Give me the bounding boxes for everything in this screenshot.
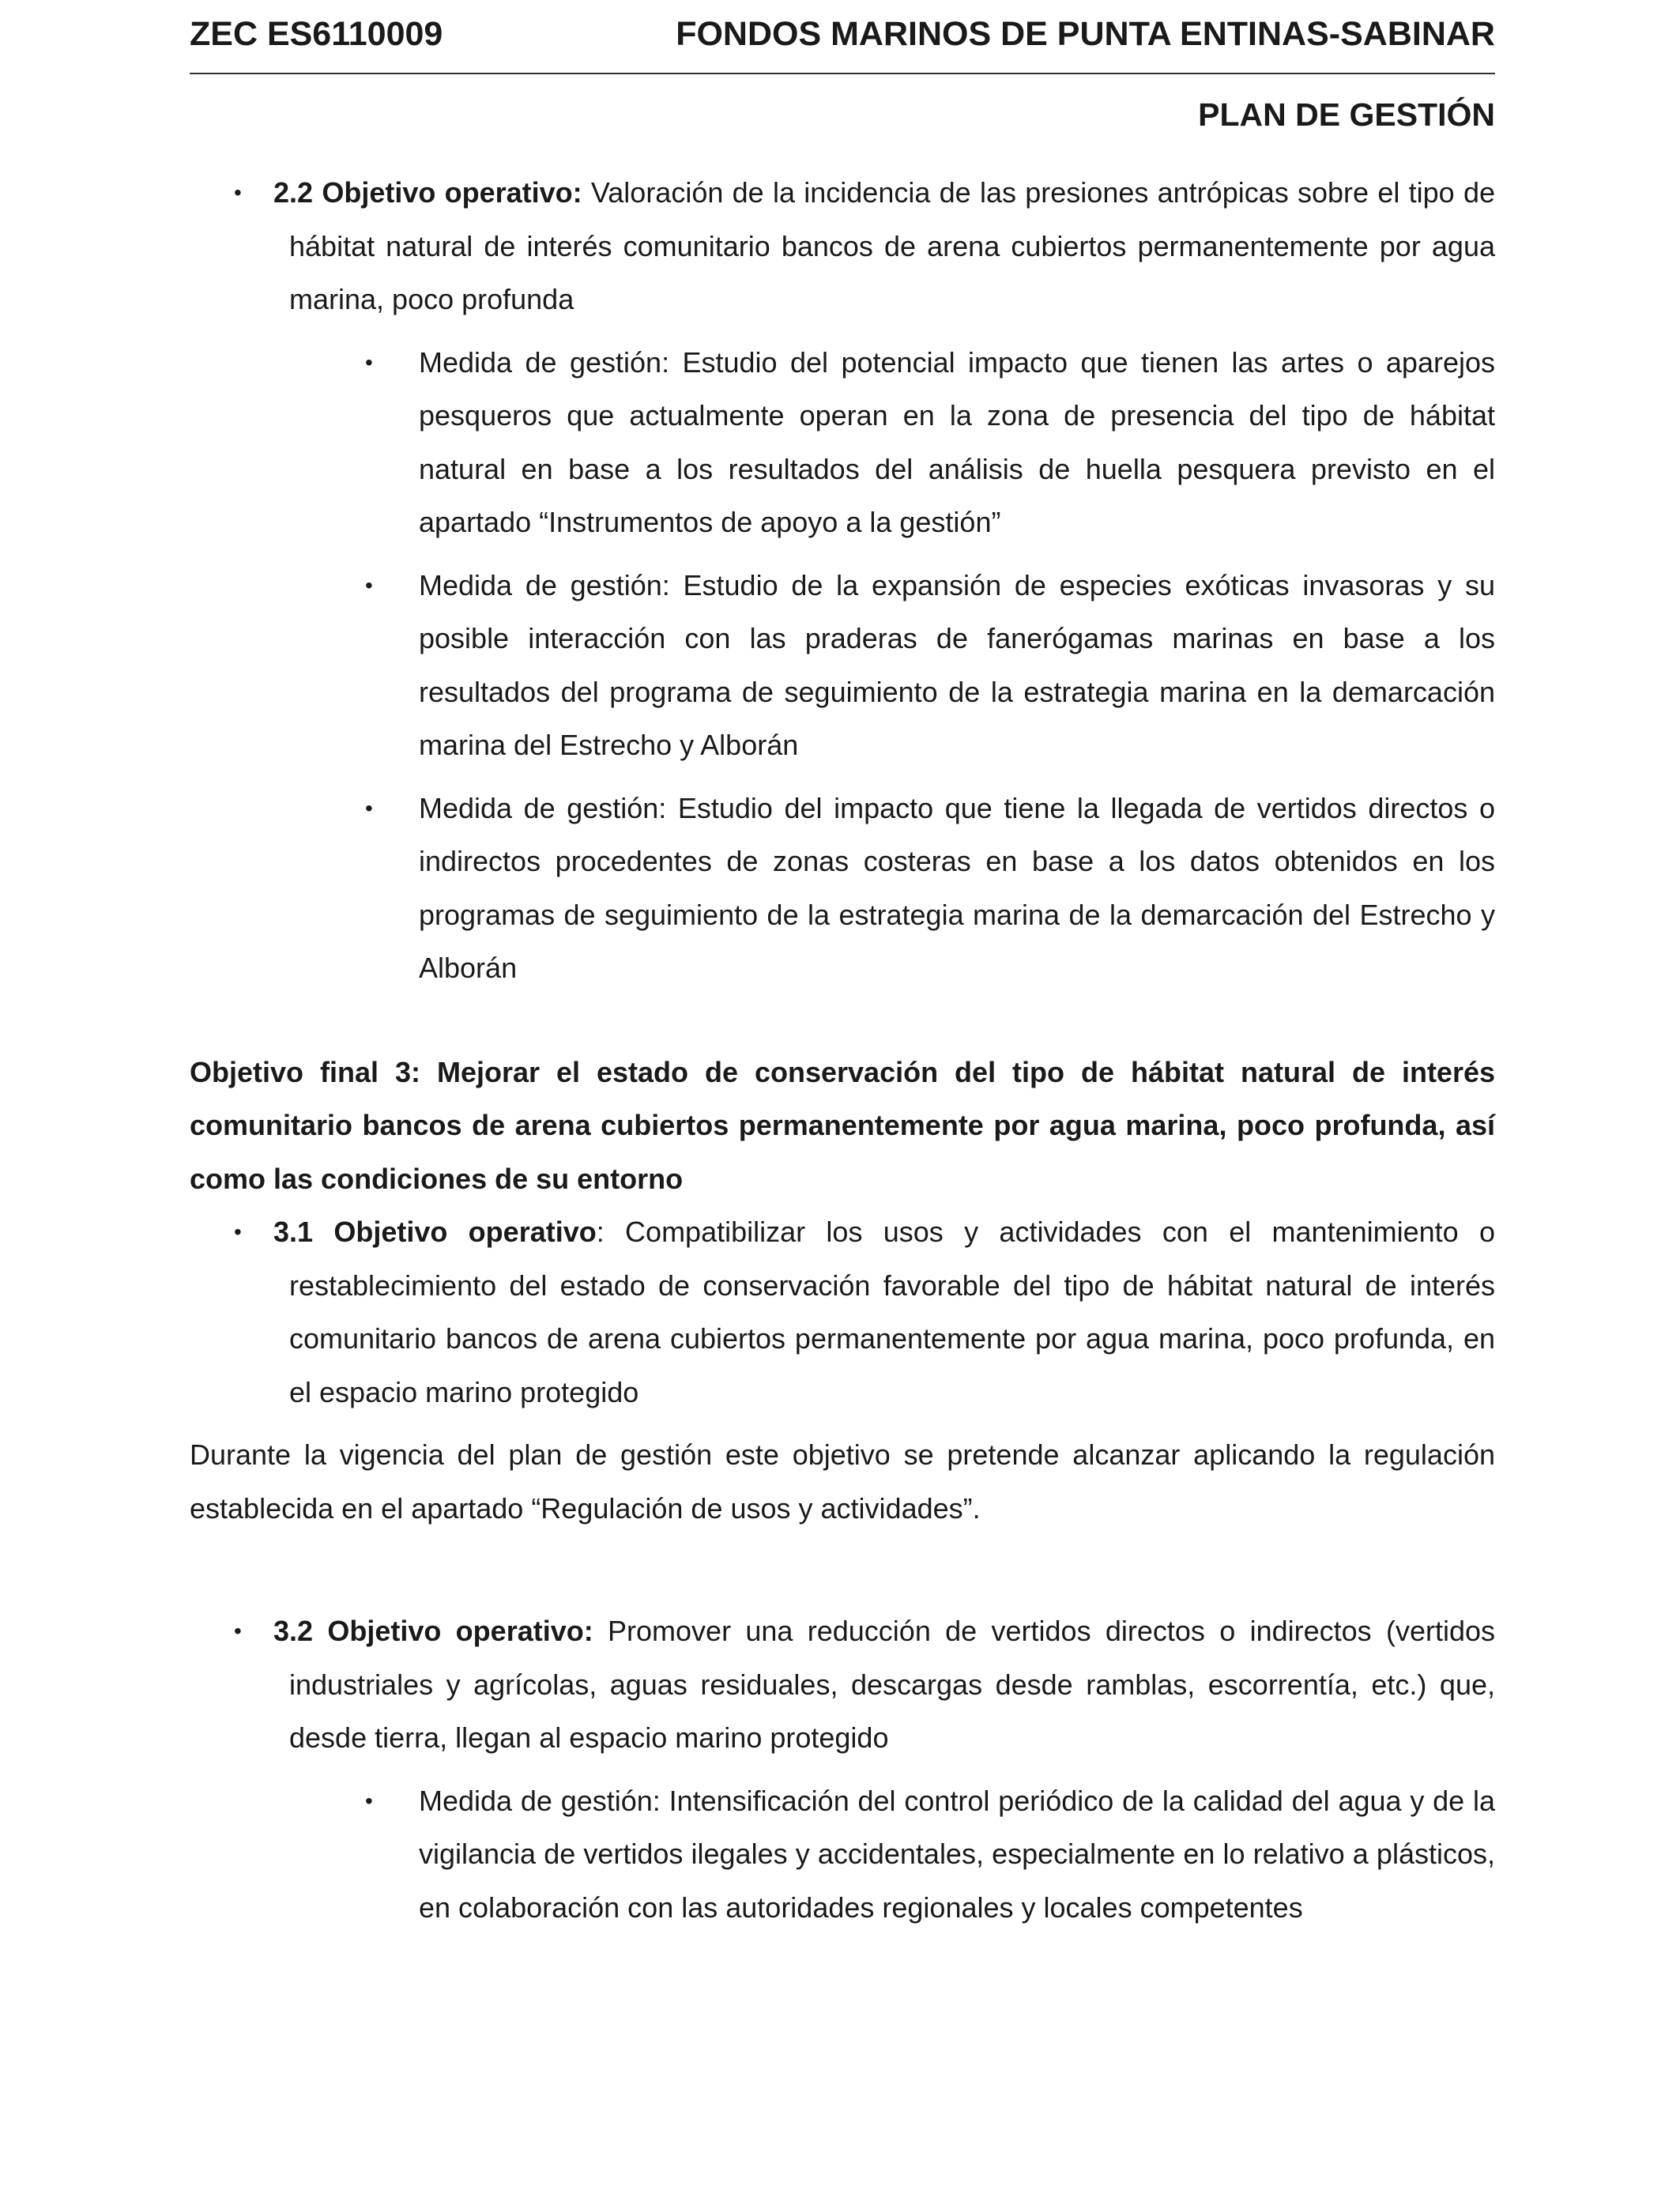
objective-label: 3.2 Objetivo operativo: xyxy=(273,1615,593,1647)
bullet-icon: • xyxy=(365,1788,373,1813)
objective-text: : Compatibilizar los usos y actividades con el mantenimiento o restablecimiento del estado de conservación favorable del tipo de hábitat natural de interés comunitario bancos de arena cubiertos permanentemente por agua marina, poco profunda, en el espacio marino protegido xyxy=(289,1216,1495,1408)
site-code: ZEC ES6110009 xyxy=(190,15,443,53)
operative-objective-2-2 xyxy=(190,166,1495,326)
bullet-icon: • xyxy=(234,1220,242,1244)
measure-text: Medida de gestión: Estudio del impacto que tiene la llegada de vertidos directos o indirectos procedentes de zonas costeras en base a los datos obtenidos en los programas de seguimiento de la estrategia marina de la demarcación del Estrecho y Alborán xyxy=(419,791,1495,984)
operative-objective-3-2 xyxy=(190,1604,1495,1765)
bullet-icon: • xyxy=(234,1619,242,1643)
operative-objective-3-1 xyxy=(190,1205,1495,1419)
header-divider xyxy=(190,73,1495,74)
objective-label: 3.1 Objetivo operativo xyxy=(273,1216,597,1248)
management-measure-2-2-3 xyxy=(190,782,1495,995)
bullet-icon: • xyxy=(365,572,373,598)
bullet-icon: • xyxy=(365,795,373,820)
header-row xyxy=(190,6,1495,62)
management-measure-3-2-1 xyxy=(190,1774,1495,1935)
measure-text: Medida de gestión: Estudio del potencial impacto que tienen las artes o aparejos pesqueros que actualmente operan en la zona de presencia del tipo de hábitat natural en base a los resultados del análisis de huella pesquera previsto en el apartado “Instrumentos de apoyo a la gestión” xyxy=(419,345,1495,538)
bullet-icon: • xyxy=(234,180,242,205)
objective-text: Promover una reducción de vertidos directos o indirectos (vertidos industriales y agrícolas, aguas residuales, descargas desde ramblas, escorrentía, etc.) que, desde tierra, llegan al espacio marino protegido xyxy=(289,1615,1496,1754)
site-title: FONDOS MARINOS DE PUNTA ENTINAS-SABINAR xyxy=(676,15,1495,53)
regulation-paragraph: Durante la vigencia del plan de gestión este objetivo se pretende alcanzar aplicando la regulación establecida en el apartado “Regulación de usos y actividades”. xyxy=(190,1438,1495,1525)
objective-text: Valoración de la incidencia de las presiones antrópicas sobre el tipo de hábitat natural de interés comunitario bancos de arena cubiertos permanentemente por agua marina, poco profunda xyxy=(289,176,1496,315)
measure-text: Medida de gestión: Estudio de la expansión de especies exóticas invasoras y su posible interacción con las praderas de fanerógamas marinas en base a los resultados del programa de seguimiento de la estrategia marina en la demarcación marina del Estrecho y Alborán xyxy=(419,568,1495,761)
management-measure-2-2-1 xyxy=(190,336,1495,549)
management-measure-2-2-2 xyxy=(190,559,1495,772)
bullet-icon: • xyxy=(365,349,373,375)
measure-text: Medida de gestión: Intensificación del control periódico de la calidad del agua y de la vigilancia de vertidos ilegales y accidentales, especialmente en lo relativo a plásticos, en colaboración con las autoridades regionales y locales competentes xyxy=(419,1784,1495,1924)
final-objective-3-title: Objetivo final 3: Mejorar el estado de conservación del tipo de hábitat natural de interés comunitario bancos de arena cubiertos permanentemente por agua marina, poco profunda, así como las condiciones de su entorno xyxy=(190,1055,1495,1195)
objective-label: 2.2 Objetivo operativo: xyxy=(273,176,582,209)
document-subtitle: PLAN DE GESTIÓN xyxy=(1198,96,1495,133)
document-body xyxy=(190,166,1495,1934)
